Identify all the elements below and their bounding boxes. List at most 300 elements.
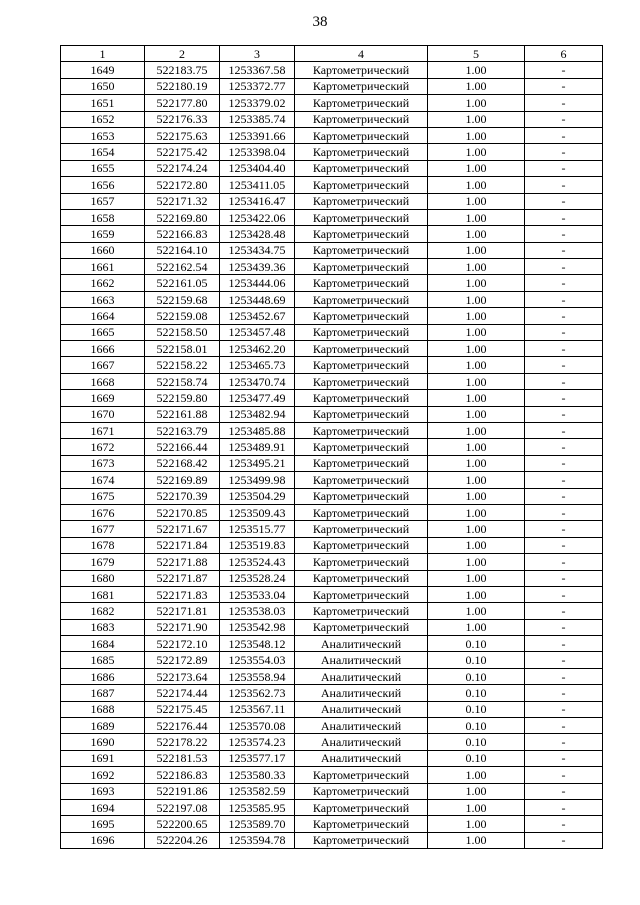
method-cell: Картометрический — [295, 291, 428, 307]
x-coordinate-cell: 522200.65 — [145, 816, 220, 832]
table-row — [61, 439, 603, 455]
table-row — [61, 422, 603, 438]
note-cell: - — [525, 78, 603, 94]
point-number-cell: 1665 — [61, 324, 145, 340]
accuracy-cell: 1.00 — [428, 275, 525, 291]
note-cell: - — [525, 275, 603, 291]
y-coordinate-cell: 1253434.75 — [220, 242, 295, 258]
table-row — [61, 537, 603, 553]
method-cell: Картометрический — [295, 127, 428, 143]
table-row — [61, 308, 603, 324]
y-coordinate-cell: 1253448.69 — [220, 291, 295, 307]
x-coordinate-cell: 522197.08 — [145, 799, 220, 815]
method-cell: Картометрический — [295, 308, 428, 324]
point-number-cell: 1684 — [61, 636, 145, 652]
x-coordinate-cell: 522159.68 — [145, 291, 220, 307]
note-cell: - — [525, 619, 603, 635]
y-coordinate-cell: 1253439.36 — [220, 259, 295, 275]
column-header: 5 — [428, 46, 525, 62]
point-number-cell: 1655 — [61, 160, 145, 176]
accuracy-cell: 1.00 — [428, 406, 525, 422]
note-cell: - — [525, 504, 603, 520]
accuracy-cell: 1.00 — [428, 521, 525, 537]
accuracy-cell: 0.10 — [428, 734, 525, 750]
method-cell: Картометрический — [295, 767, 428, 783]
accuracy-cell: 1.00 — [428, 373, 525, 389]
method-cell: Картометрический — [295, 554, 428, 570]
table-row — [61, 373, 603, 389]
y-coordinate-cell: 1253367.58 — [220, 62, 295, 78]
note-cell: - — [525, 521, 603, 537]
note-cell: - — [525, 685, 603, 701]
method-cell: Картометрический — [295, 832, 428, 848]
method-cell: Аналитический — [295, 685, 428, 701]
table-row — [61, 62, 603, 78]
column-header: 1 — [61, 46, 145, 62]
method-cell: Картометрический — [295, 78, 428, 94]
point-number-cell: 1685 — [61, 652, 145, 668]
method-cell: Картометрический — [295, 619, 428, 635]
point-number-cell: 1687 — [61, 685, 145, 701]
y-coordinate-cell: 1253554.03 — [220, 652, 295, 668]
y-coordinate-cell: 1253452.67 — [220, 308, 295, 324]
x-coordinate-cell: 522163.79 — [145, 422, 220, 438]
x-coordinate-cell: 522175.42 — [145, 144, 220, 160]
accuracy-cell: 1.00 — [428, 603, 525, 619]
point-number-cell: 1657 — [61, 193, 145, 209]
table-row — [61, 390, 603, 406]
note-cell: - — [525, 488, 603, 504]
note-cell: - — [525, 291, 603, 307]
y-coordinate-cell: 1253594.78 — [220, 832, 295, 848]
point-number-cell: 1649 — [61, 62, 145, 78]
x-coordinate-cell: 522172.89 — [145, 652, 220, 668]
table-row — [61, 603, 603, 619]
table-body — [61, 62, 603, 849]
table-row — [61, 701, 603, 717]
y-coordinate-cell: 1253519.83 — [220, 537, 295, 553]
table-row — [61, 832, 603, 848]
method-cell: Картометрический — [295, 422, 428, 438]
point-number-cell: 1662 — [61, 275, 145, 291]
x-coordinate-cell: 522164.10 — [145, 242, 220, 258]
point-number-cell: 1667 — [61, 357, 145, 373]
table-row — [61, 718, 603, 734]
y-coordinate-cell: 1253515.77 — [220, 521, 295, 537]
point-number-cell: 1668 — [61, 373, 145, 389]
point-number-cell: 1652 — [61, 111, 145, 127]
note-cell: - — [525, 160, 603, 176]
x-coordinate-cell: 522168.42 — [145, 455, 220, 471]
point-number-cell: 1656 — [61, 177, 145, 193]
point-number-cell: 1659 — [61, 226, 145, 242]
note-cell: - — [525, 783, 603, 799]
y-coordinate-cell: 1253538.03 — [220, 603, 295, 619]
accuracy-cell: 1.00 — [428, 767, 525, 783]
y-coordinate-cell: 1253477.49 — [220, 390, 295, 406]
y-coordinate-cell: 1253416.47 — [220, 193, 295, 209]
method-cell: Картометрический — [295, 177, 428, 193]
y-coordinate-cell: 1253457.48 — [220, 324, 295, 340]
note-cell: - — [525, 193, 603, 209]
note-cell: - — [525, 259, 603, 275]
x-coordinate-cell: 522176.33 — [145, 111, 220, 127]
point-number-cell: 1693 — [61, 783, 145, 799]
accuracy-cell: 1.00 — [428, 783, 525, 799]
method-cell: Аналитический — [295, 750, 428, 766]
accuracy-cell: 1.00 — [428, 472, 525, 488]
y-coordinate-cell: 1253567.11 — [220, 701, 295, 717]
point-number-cell: 1654 — [61, 144, 145, 160]
note-cell: - — [525, 554, 603, 570]
method-cell: Картометрический — [295, 209, 428, 225]
accuracy-cell: 1.00 — [428, 160, 525, 176]
accuracy-cell: 1.00 — [428, 62, 525, 78]
accuracy-cell: 1.00 — [428, 422, 525, 438]
note-cell: - — [525, 62, 603, 78]
accuracy-cell: 1.00 — [428, 341, 525, 357]
point-number-cell: 1690 — [61, 734, 145, 750]
y-coordinate-cell: 1253509.43 — [220, 504, 295, 520]
x-coordinate-cell: 522171.88 — [145, 554, 220, 570]
x-coordinate-cell: 522169.89 — [145, 472, 220, 488]
accuracy-cell: 1.00 — [428, 357, 525, 373]
y-coordinate-cell: 1253582.59 — [220, 783, 295, 799]
y-coordinate-cell: 1253372.77 — [220, 78, 295, 94]
method-cell: Картометрический — [295, 390, 428, 406]
table-row — [61, 275, 603, 291]
table-row — [61, 455, 603, 471]
x-coordinate-cell: 522161.05 — [145, 275, 220, 291]
x-coordinate-cell: 522166.83 — [145, 226, 220, 242]
accuracy-cell: 1.00 — [428, 488, 525, 504]
table-row — [61, 619, 603, 635]
point-number-cell: 1673 — [61, 455, 145, 471]
point-number-cell: 1678 — [61, 537, 145, 553]
table-row — [61, 160, 603, 176]
y-coordinate-cell: 1253411.05 — [220, 177, 295, 193]
accuracy-cell: 1.00 — [428, 259, 525, 275]
method-cell: Картометрический — [295, 439, 428, 455]
y-coordinate-cell: 1253580.33 — [220, 767, 295, 783]
point-number-cell: 1658 — [61, 209, 145, 225]
table-row — [61, 521, 603, 537]
method-cell: Картометрический — [295, 111, 428, 127]
table-row — [61, 783, 603, 799]
point-number-cell: 1691 — [61, 750, 145, 766]
table-row — [61, 472, 603, 488]
table-row — [61, 341, 603, 357]
accuracy-cell: 1.00 — [428, 832, 525, 848]
table-row — [61, 111, 603, 127]
note-cell: - — [525, 324, 603, 340]
note-cell: - — [525, 701, 603, 717]
column-header: 4 — [295, 46, 428, 62]
x-coordinate-cell: 522170.39 — [145, 488, 220, 504]
method-cell: Аналитический — [295, 668, 428, 684]
accuracy-cell: 1.00 — [428, 586, 525, 602]
column-header: 2 — [145, 46, 220, 62]
table-row — [61, 209, 603, 225]
point-number-cell: 1675 — [61, 488, 145, 504]
note-cell: - — [525, 390, 603, 406]
method-cell: Картометрический — [295, 259, 428, 275]
x-coordinate-cell: 522159.08 — [145, 308, 220, 324]
note-cell: - — [525, 357, 603, 373]
accuracy-cell: 1.00 — [428, 226, 525, 242]
accuracy-cell: 1.00 — [428, 324, 525, 340]
y-coordinate-cell: 1253548.12 — [220, 636, 295, 652]
accuracy-cell: 1.00 — [428, 570, 525, 586]
x-coordinate-cell: 522178.22 — [145, 734, 220, 750]
note-cell: - — [525, 472, 603, 488]
y-coordinate-cell: 1253404.40 — [220, 160, 295, 176]
y-coordinate-cell: 1253562.73 — [220, 685, 295, 701]
accuracy-cell: 0.10 — [428, 750, 525, 766]
point-number-cell: 1670 — [61, 406, 145, 422]
table-row — [61, 488, 603, 504]
note-cell: - — [525, 242, 603, 258]
method-cell: Картометрический — [295, 341, 428, 357]
y-coordinate-cell: 1253489.91 — [220, 439, 295, 455]
table-row — [61, 816, 603, 832]
table-row — [61, 570, 603, 586]
table-row — [61, 193, 603, 209]
point-number-cell: 1674 — [61, 472, 145, 488]
table-row — [61, 226, 603, 242]
x-coordinate-cell: 522171.67 — [145, 521, 220, 537]
accuracy-cell: 0.10 — [428, 701, 525, 717]
x-coordinate-cell: 522171.81 — [145, 603, 220, 619]
table-row — [61, 636, 603, 652]
accuracy-cell: 0.10 — [428, 718, 525, 734]
x-coordinate-cell: 522161.88 — [145, 406, 220, 422]
method-cell: Картометрический — [295, 537, 428, 553]
table-row — [61, 127, 603, 143]
x-coordinate-cell: 522171.83 — [145, 586, 220, 602]
note-cell: - — [525, 734, 603, 750]
y-coordinate-cell: 1253570.08 — [220, 718, 295, 734]
accuracy-cell: 1.00 — [428, 78, 525, 94]
x-coordinate-cell: 522175.45 — [145, 701, 220, 717]
x-coordinate-cell: 522158.50 — [145, 324, 220, 340]
point-number-cell: 1695 — [61, 816, 145, 832]
table-row — [61, 95, 603, 111]
point-number-cell: 1686 — [61, 668, 145, 684]
x-coordinate-cell: 522172.80 — [145, 177, 220, 193]
accuracy-cell: 1.00 — [428, 308, 525, 324]
coordinates-table — [60, 45, 603, 849]
y-coordinate-cell: 1253495.21 — [220, 455, 295, 471]
accuracy-cell: 1.00 — [428, 209, 525, 225]
x-coordinate-cell: 522183.75 — [145, 62, 220, 78]
x-coordinate-cell: 522162.54 — [145, 259, 220, 275]
method-cell: Картометрический — [295, 226, 428, 242]
table-row — [61, 144, 603, 160]
point-number-cell: 1688 — [61, 701, 145, 717]
note-cell: - — [525, 570, 603, 586]
table-row — [61, 750, 603, 766]
table-row — [61, 668, 603, 684]
point-number-cell: 1683 — [61, 619, 145, 635]
accuracy-cell: 1.00 — [428, 390, 525, 406]
accuracy-cell: 1.00 — [428, 799, 525, 815]
point-number-cell: 1671 — [61, 422, 145, 438]
table-row — [61, 324, 603, 340]
method-cell: Картометрический — [295, 275, 428, 291]
y-coordinate-cell: 1253504.29 — [220, 488, 295, 504]
y-coordinate-cell: 1253585.95 — [220, 799, 295, 815]
table-row — [61, 767, 603, 783]
method-cell: Аналитический — [295, 636, 428, 652]
x-coordinate-cell: 522171.90 — [145, 619, 220, 635]
method-cell: Картометрический — [295, 488, 428, 504]
method-cell: Картометрический — [295, 521, 428, 537]
point-number-cell: 1653 — [61, 127, 145, 143]
note-cell: - — [525, 799, 603, 815]
point-number-cell: 1666 — [61, 341, 145, 357]
accuracy-cell: 1.00 — [428, 177, 525, 193]
table-row — [61, 177, 603, 193]
x-coordinate-cell: 522177.80 — [145, 95, 220, 111]
method-cell: Картометрический — [295, 799, 428, 815]
accuracy-cell: 1.00 — [428, 816, 525, 832]
note-cell: - — [525, 209, 603, 225]
accuracy-cell: 1.00 — [428, 144, 525, 160]
note-cell: - — [525, 177, 603, 193]
table-row — [61, 734, 603, 750]
point-number-cell: 1672 — [61, 439, 145, 455]
point-number-cell: 1676 — [61, 504, 145, 520]
point-number-cell: 1681 — [61, 586, 145, 602]
method-cell: Аналитический — [295, 701, 428, 717]
method-cell: Картометрический — [295, 193, 428, 209]
x-coordinate-cell: 522159.80 — [145, 390, 220, 406]
y-coordinate-cell: 1253577.17 — [220, 750, 295, 766]
y-coordinate-cell: 1253542.98 — [220, 619, 295, 635]
method-cell: Картометрический — [295, 504, 428, 520]
x-coordinate-cell: 522171.84 — [145, 537, 220, 553]
table-row — [61, 78, 603, 94]
x-coordinate-cell: 522170.85 — [145, 504, 220, 520]
x-coordinate-cell: 522174.24 — [145, 160, 220, 176]
accuracy-cell: 1.00 — [428, 95, 525, 111]
accuracy-cell: 1.00 — [428, 455, 525, 471]
accuracy-cell: 0.10 — [428, 652, 525, 668]
table-row — [61, 586, 603, 602]
y-coordinate-cell: 1253524.43 — [220, 554, 295, 570]
x-coordinate-cell: 522171.32 — [145, 193, 220, 209]
y-coordinate-cell: 1253589.70 — [220, 816, 295, 832]
note-cell: - — [525, 95, 603, 111]
accuracy-cell: 1.00 — [428, 111, 525, 127]
y-coordinate-cell: 1253385.74 — [220, 111, 295, 127]
method-cell: Картометрический — [295, 570, 428, 586]
accuracy-cell: 1.00 — [428, 619, 525, 635]
table-row — [61, 259, 603, 275]
x-coordinate-cell: 522169.80 — [145, 209, 220, 225]
y-coordinate-cell: 1253465.73 — [220, 357, 295, 373]
note-cell: - — [525, 750, 603, 766]
point-number-cell: 1650 — [61, 78, 145, 94]
x-coordinate-cell: 522158.22 — [145, 357, 220, 373]
x-coordinate-cell: 522158.01 — [145, 341, 220, 357]
method-cell: Картометрический — [295, 472, 428, 488]
note-cell: - — [525, 455, 603, 471]
x-coordinate-cell: 522180.19 — [145, 78, 220, 94]
point-number-cell: 1660 — [61, 242, 145, 258]
x-coordinate-cell: 522173.64 — [145, 668, 220, 684]
method-cell: Картометрический — [295, 144, 428, 160]
note-cell: - — [525, 341, 603, 357]
method-cell: Аналитический — [295, 718, 428, 734]
y-coordinate-cell: 1253482.94 — [220, 406, 295, 422]
accuracy-cell: 1.00 — [428, 242, 525, 258]
method-cell: Аналитический — [295, 734, 428, 750]
method-cell: Картометрический — [295, 455, 428, 471]
accuracy-cell: 0.10 — [428, 636, 525, 652]
note-cell: - — [525, 127, 603, 143]
note-cell: - — [525, 226, 603, 242]
x-coordinate-cell: 522158.74 — [145, 373, 220, 389]
note-cell: - — [525, 406, 603, 422]
method-cell: Картометрический — [295, 324, 428, 340]
method-cell: Картометрический — [295, 62, 428, 78]
note-cell: - — [525, 439, 603, 455]
y-coordinate-cell: 1253379.02 — [220, 95, 295, 111]
note-cell: - — [525, 816, 603, 832]
point-number-cell: 1679 — [61, 554, 145, 570]
table-row — [61, 799, 603, 815]
method-cell: Картометрический — [295, 242, 428, 258]
accuracy-cell: 1.00 — [428, 439, 525, 455]
method-cell: Картометрический — [295, 816, 428, 832]
point-number-cell: 1692 — [61, 767, 145, 783]
note-cell: - — [525, 144, 603, 160]
table-header-row — [61, 46, 603, 62]
point-number-cell: 1677 — [61, 521, 145, 537]
x-coordinate-cell: 522172.10 — [145, 636, 220, 652]
x-coordinate-cell: 522204.26 — [145, 832, 220, 848]
note-cell: - — [525, 767, 603, 783]
accuracy-cell: 0.10 — [428, 685, 525, 701]
accuracy-cell: 1.00 — [428, 537, 525, 553]
page-number: 38 — [312, 14, 328, 30]
note-cell: - — [525, 668, 603, 684]
y-coordinate-cell: 1253428.48 — [220, 226, 295, 242]
method-cell: Картометрический — [295, 783, 428, 799]
y-coordinate-cell: 1253528.24 — [220, 570, 295, 586]
note-cell: - — [525, 636, 603, 652]
method-cell: Картометрический — [295, 357, 428, 373]
y-coordinate-cell: 1253533.04 — [220, 586, 295, 602]
note-cell: - — [525, 111, 603, 127]
note-cell: - — [525, 586, 603, 602]
note-cell: - — [525, 652, 603, 668]
x-coordinate-cell: 522166.44 — [145, 439, 220, 455]
note-cell: - — [525, 718, 603, 734]
table-row — [61, 357, 603, 373]
note-cell: - — [525, 537, 603, 553]
point-number-cell: 1663 — [61, 291, 145, 307]
y-coordinate-cell: 1253422.06 — [220, 209, 295, 225]
column-header: 6 — [525, 46, 603, 62]
point-number-cell: 1696 — [61, 832, 145, 848]
point-number-cell: 1669 — [61, 390, 145, 406]
y-coordinate-cell: 1253462.20 — [220, 341, 295, 357]
table-row — [61, 242, 603, 258]
method-cell: Картометрический — [295, 160, 428, 176]
